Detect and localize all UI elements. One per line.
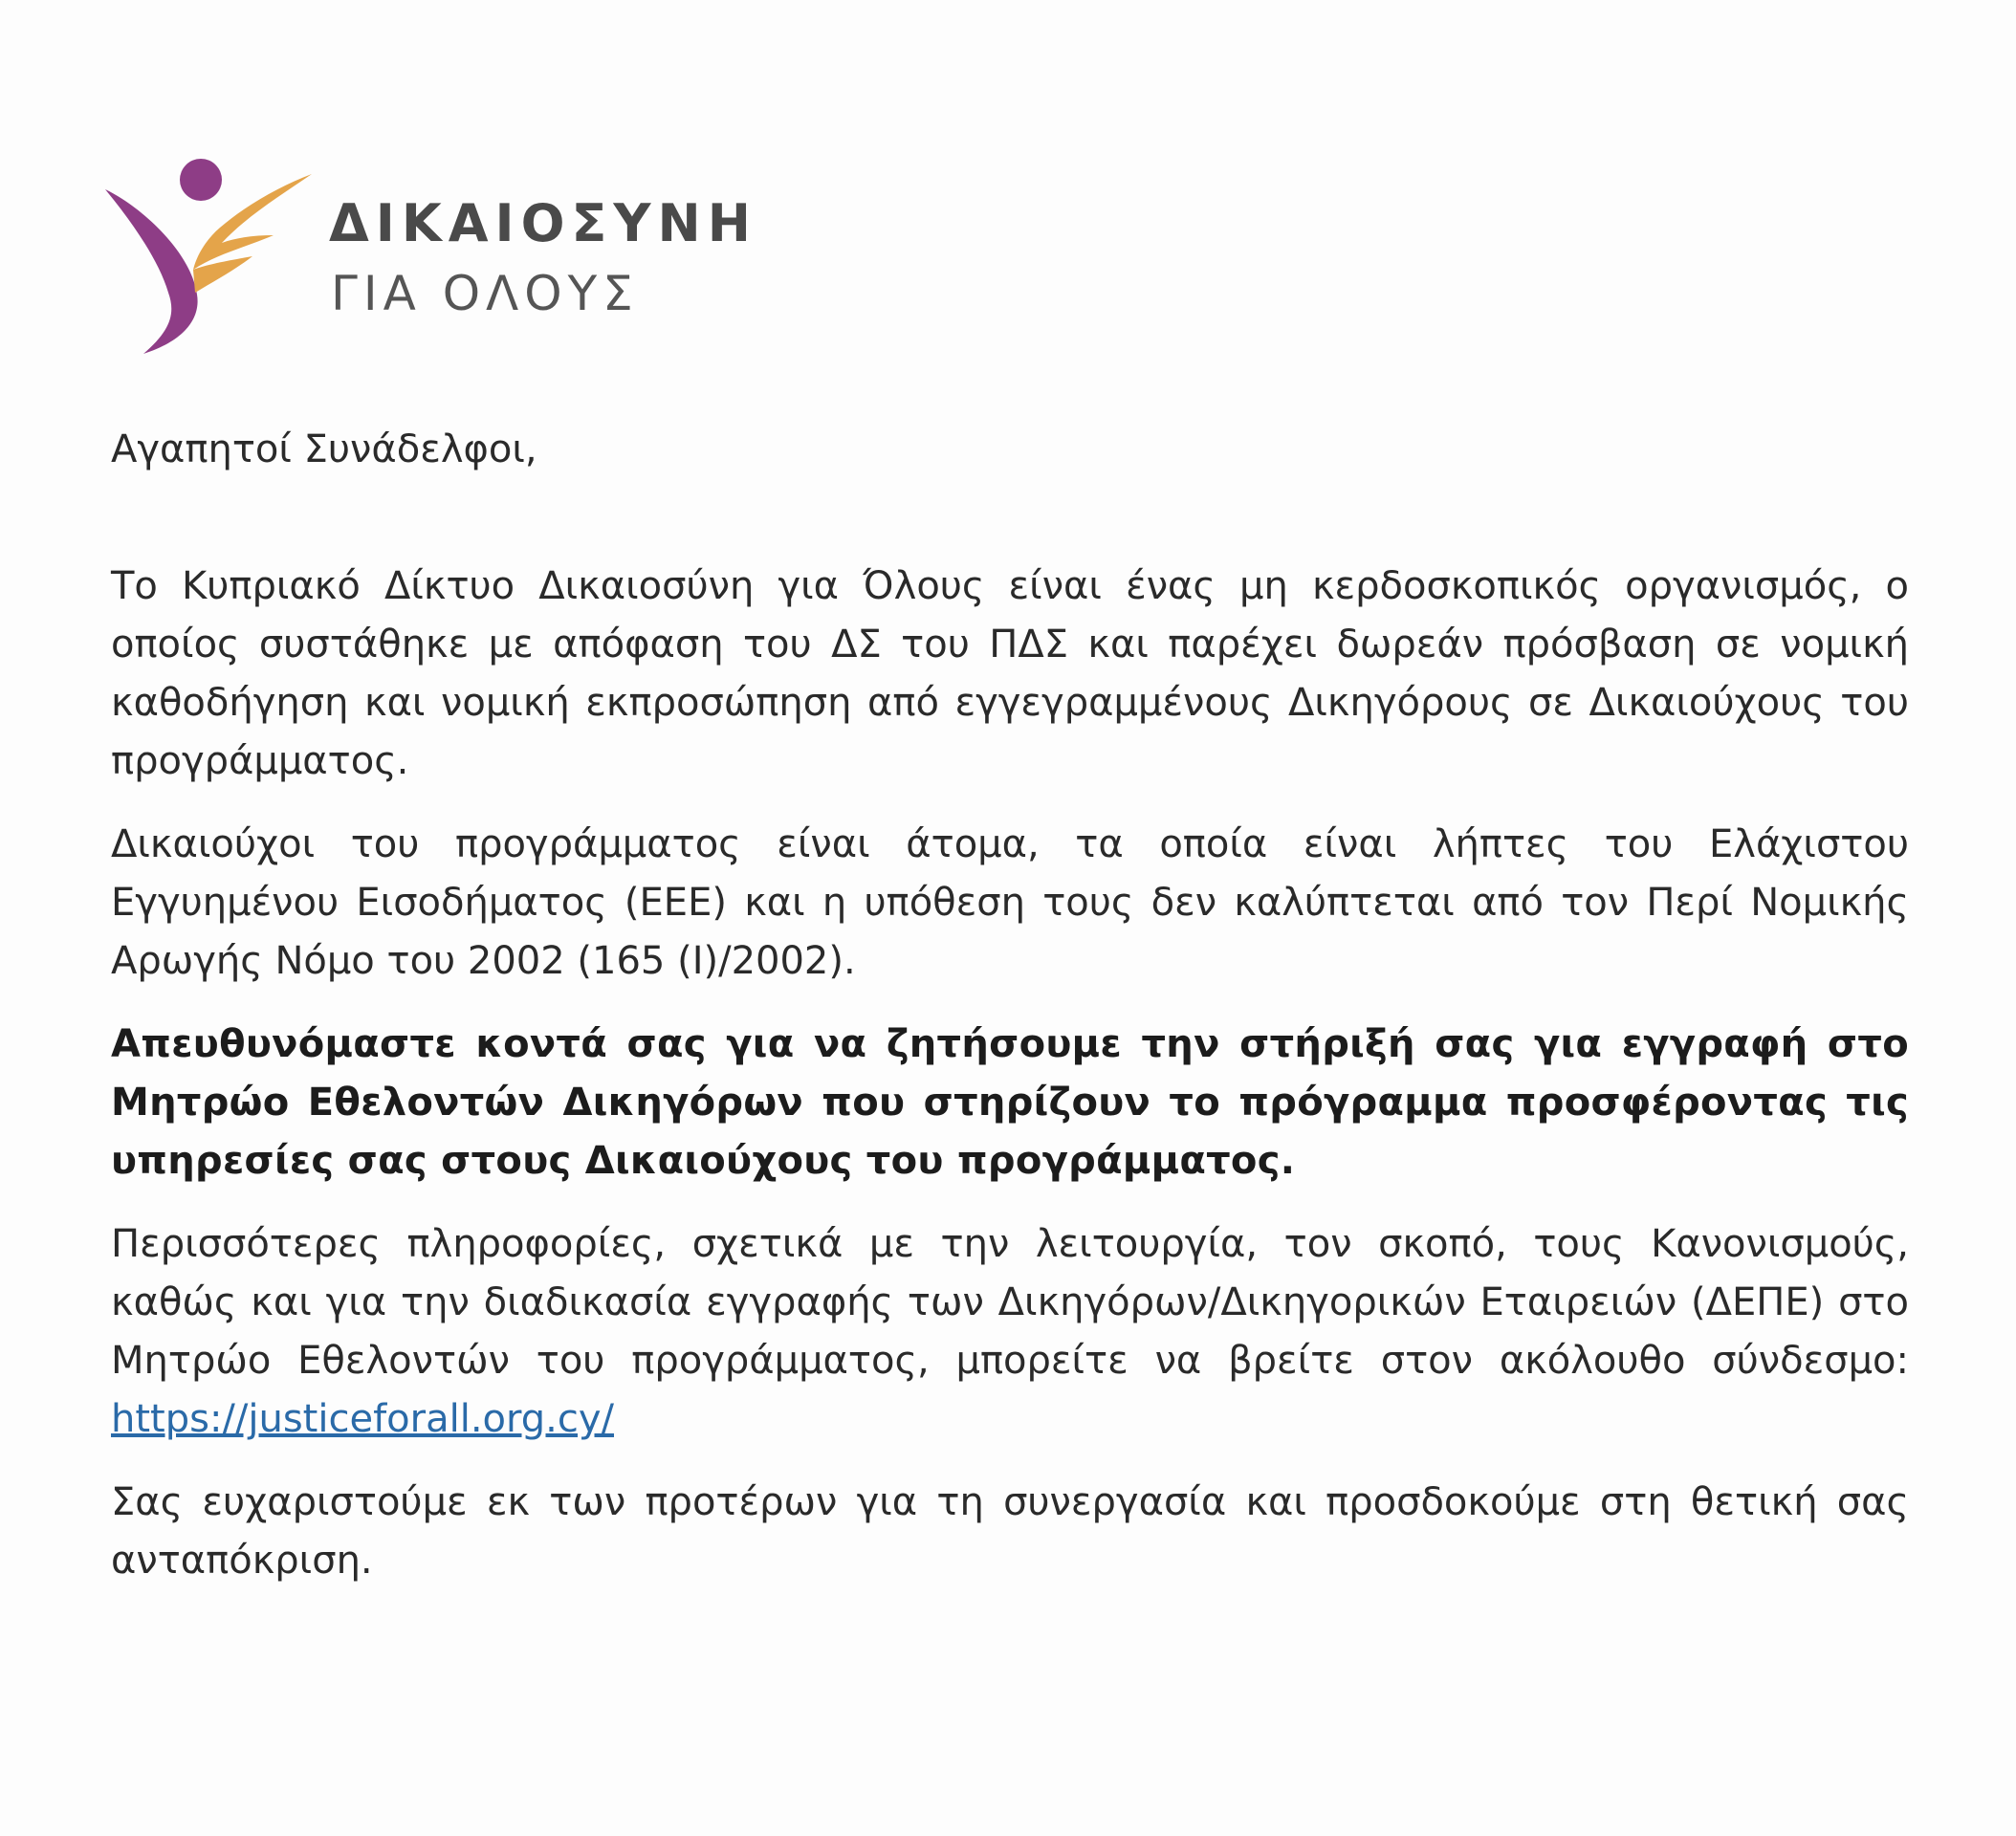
paragraph-more-info [111,1215,1909,1449]
greeting: Αγαπητοί Συνάδελφοι, [111,427,537,471]
letter-body [111,421,1909,1615]
person-figure-logo-icon [103,153,314,354]
organization-logo [103,153,757,354]
paragraph-beneficiaries: Δικαιούχοι του προγράμματος είναι άτομα, τα οποία είναι λήπτες του Ελάχιστου Εγγυημένου Εισοδήματος (ΕΕΕ) και η υπόθεση τους δεν καλύπτεται από τον Περί Νομικής Αρωγής Νόμο του 2002 (165 (Ι)/2002). [111,822,1909,983]
paragraph-intro: Το Κυπριακό Δίκτυο Δικαιοσύνη για Όλους είναι ένας μη κερδοσκοπικός οργανισμός, ο οποίος συστάθηκε με απόφαση του ΔΣ του ΠΔΣ και παρέχει δωρεάν πρόσβαση σε νομική καθοδήγηση και νομική εκπροσώπηση από εγγεγραμμένους Δικηγόρους σε Δικαιούχους του προγράμματος. [111,564,1909,783]
paragraph-request: Απευθυνόμαστε κοντά σας για να ζητήσουμε την στήριξή σας για εγγραφή στο Μητρώο Εθελοντών Δικηγόρων που στηρίζουν το πρόγραμμα προσφέροντας τις υπηρεσίες σας στους Δικαιούχους του προγράμματος. [111,1022,1909,1183]
logo-subtitle: ΓΙΑ ΟΛΟΥΣ [331,266,639,321]
more-info-text: Περισσότερες πληροφορίες, σχετικά με την λειτουργία, τον σκοπό, τους Κανονισμούς, καθώς και για την διαδικασία εγγραφής των Δικηγόρων/Δικηγορικών Εταιρειών (ΔΕΠΕ) στο Μητρώο Εθελοντών του προγράμματος, μπορείτε να βρείτε στον ακόλουθο σύνδεσμο: [111,1222,1909,1383]
website-link[interactable]: https://justiceforall.org.cy/ [111,1397,614,1441]
logo-title: ΔΙΚΑΙΟΣΥΝΗ [329,193,757,253]
paragraph-closing: Σας ευχαριστούμε εκ των προτέρων για τη συνεργασία και προσδοκούμε στη θετική σας ανταπόκριση. [111,1480,1909,1583]
